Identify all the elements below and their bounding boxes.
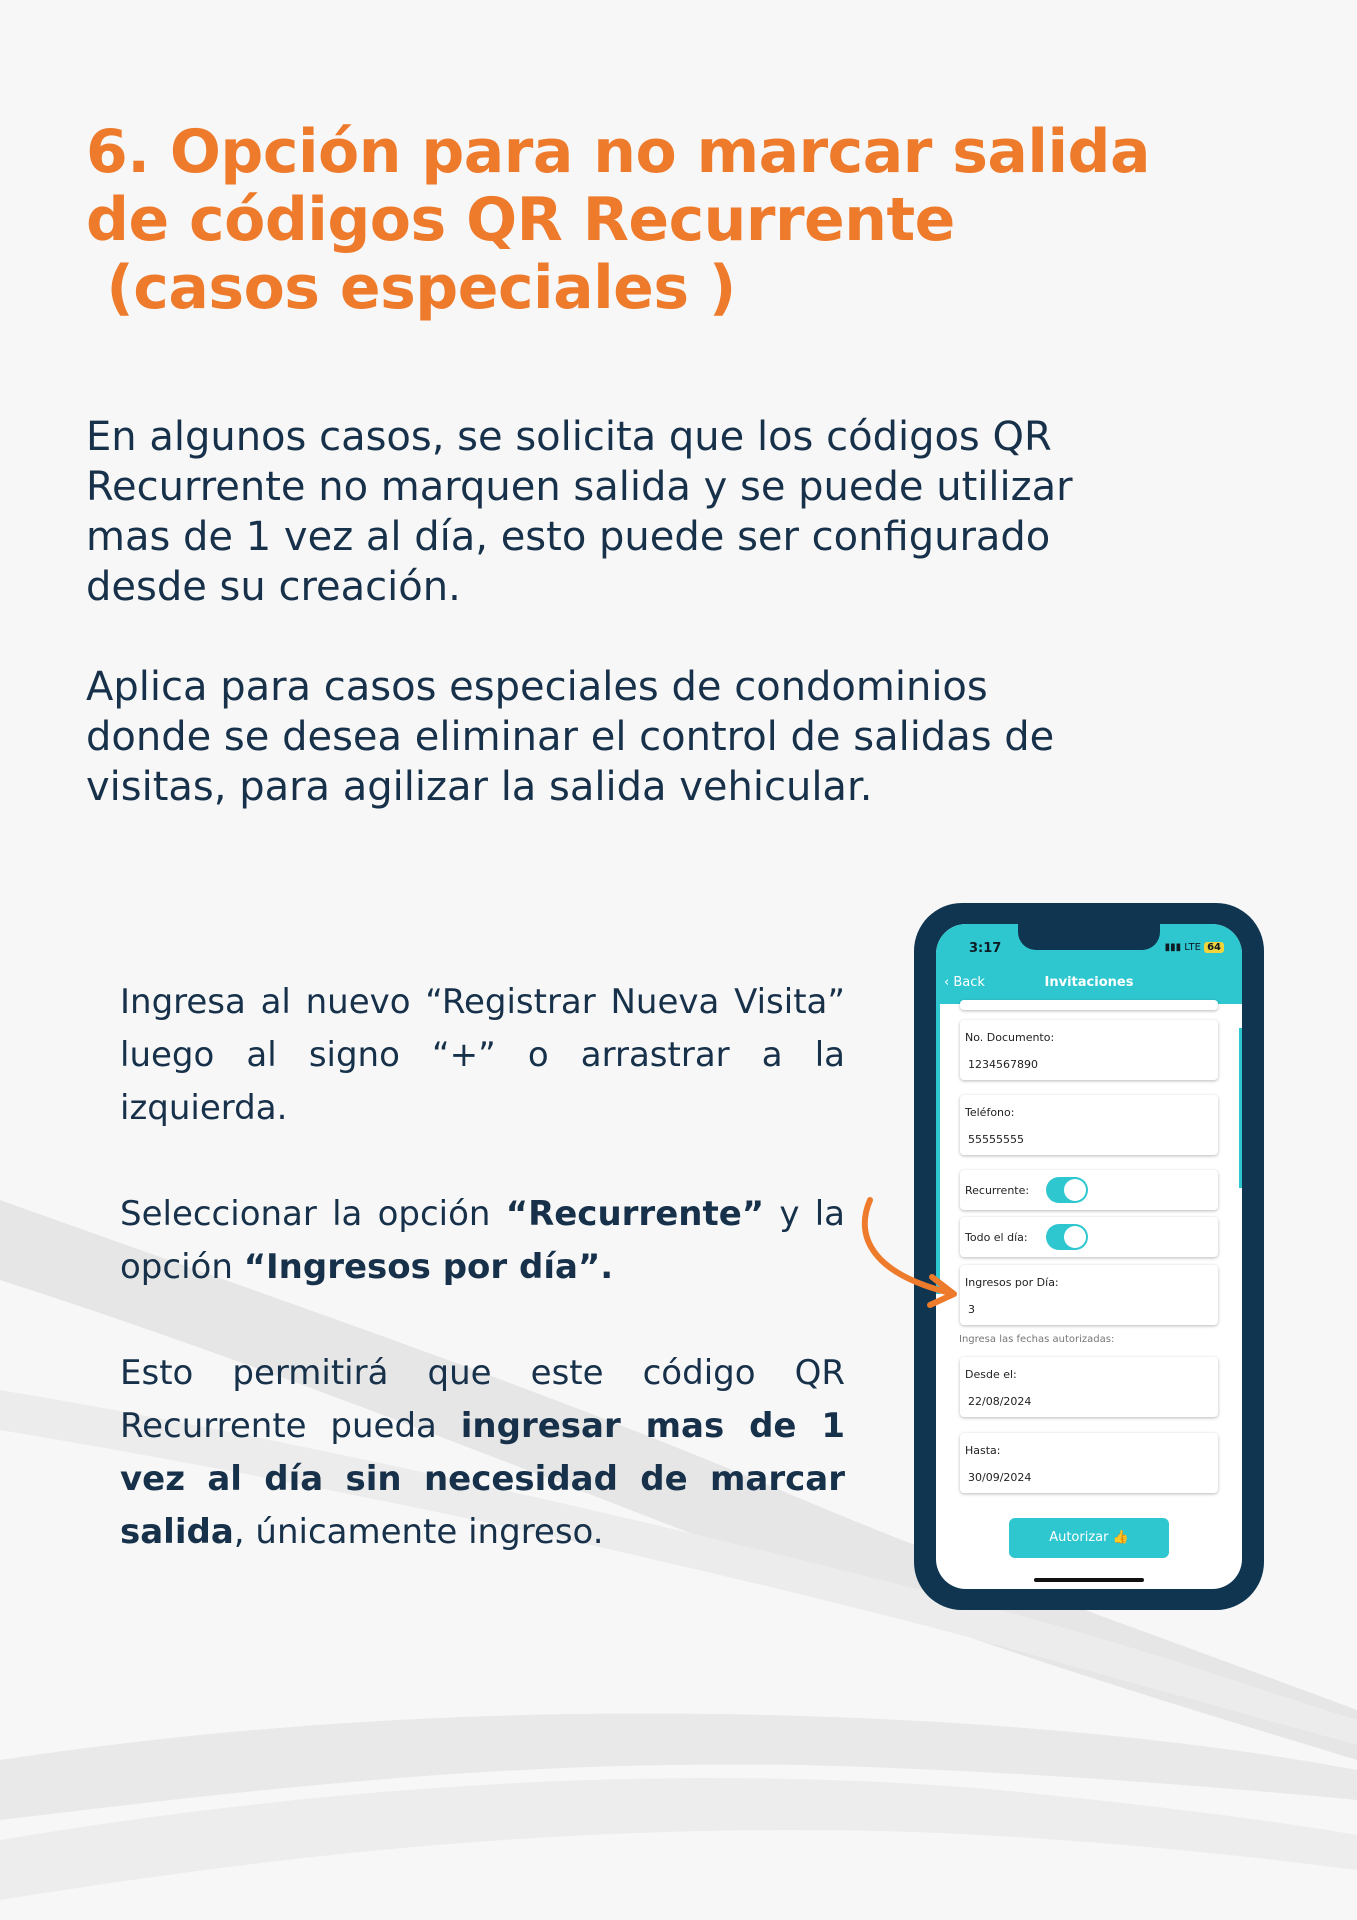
title-line-1: 6. Opción para no marcar salida [86, 117, 1150, 187]
intro-paragraph-2: Aplica para casos especiales de condominios donde se desea eliminar el control de salidas de visitas, para agilizar la salida vehicular. [86, 664, 1055, 810]
hasta-value[interactable]: 30/09/2024 [968, 1471, 1032, 1484]
hasta-field[interactable] [960, 1433, 1218, 1493]
desde-field[interactable] [960, 1357, 1218, 1417]
nav-title: Invitaciones [1044, 975, 1134, 990]
telefono-field[interactable] [960, 1095, 1218, 1155]
signal-icon: ▮▮▮ [1164, 942, 1182, 953]
status-time: 3:17 [969, 941, 1002, 956]
battery-icon: 64 [1204, 942, 1224, 953]
documento-value[interactable]: 1234567890 [968, 1058, 1038, 1071]
intro-paragraph-1: En algunos casos, se solicita que los códigos QR Recurrente no marquen salida y se puede utilizar mas de 1 vez al día, esto puede ser configurado desde su creación. [86, 414, 1073, 610]
phone-notch [1018, 924, 1160, 950]
network-label: LTE [1184, 942, 1201, 953]
curved-arrow-icon [860, 1195, 970, 1315]
recurrente-row [960, 1170, 1218, 1210]
back-button[interactable]: ‹ Back [944, 975, 985, 990]
documento-field[interactable] [960, 1020, 1218, 1080]
page-title [86, 118, 1286, 322]
todo-dia-row [960, 1217, 1218, 1257]
intro-text [86, 412, 1306, 812]
telefono-value[interactable]: 55555555 [968, 1133, 1024, 1146]
documento-label: No. Documento: [965, 1031, 1055, 1044]
telefono-label: Teléfono: [965, 1106, 1015, 1119]
ingresos-field[interactable] [960, 1265, 1218, 1325]
card-top-partial [960, 1000, 1218, 1010]
chevron-left-icon: ‹ [944, 975, 954, 990]
desde-label: Desde el: [965, 1368, 1017, 1381]
step-3: Esto permitirá que este código QR Recurrente pueda ingresar mas de 1 vez al día sin necesidad de marcar salida, únicamente ingreso. [120, 1353, 845, 1552]
ingresos-value[interactable]: 3 [968, 1303, 975, 1316]
autorizar-button[interactable]: Autorizar 👍 [1009, 1518, 1169, 1558]
home-indicator [1034, 1578, 1144, 1582]
scroll-indicator [1239, 1028, 1242, 1188]
title-line-2: de códigos QR Recurrente [86, 185, 955, 255]
steps-text [120, 976, 845, 1612]
phone-screen [936, 924, 1242, 1589]
step-2: Seleccionar la opción “Recurrente” y la opción “Ingresos por día”. [120, 1194, 845, 1287]
title-line-3: (casos especiales ) [86, 253, 736, 323]
desde-value[interactable]: 22/08/2024 [968, 1395, 1032, 1408]
ingresos-label: Ingresos por Día: [965, 1276, 1059, 1289]
hasta-label: Hasta: [965, 1444, 1001, 1457]
status-indicators [1165, 942, 1224, 953]
thumbs-up-icon: 👍 [1112, 1530, 1129, 1545]
step-1: Ingresa al nuevo “Registrar Nueva Visita” luego al signo “+” o arrastrar a la izquierda. [120, 982, 845, 1128]
toggle-knob [1064, 1179, 1086, 1201]
fechas-hint: Ingresa las fechas autorizadas: [959, 1334, 1115, 1345]
todo-dia-toggle[interactable] [1046, 1224, 1088, 1250]
recurrente-toggle[interactable] [1046, 1177, 1088, 1203]
toggle-knob [1064, 1226, 1086, 1248]
todo-dia-label: Todo el día: [965, 1231, 1028, 1244]
recurrente-label: Recurrente: [965, 1184, 1030, 1197]
